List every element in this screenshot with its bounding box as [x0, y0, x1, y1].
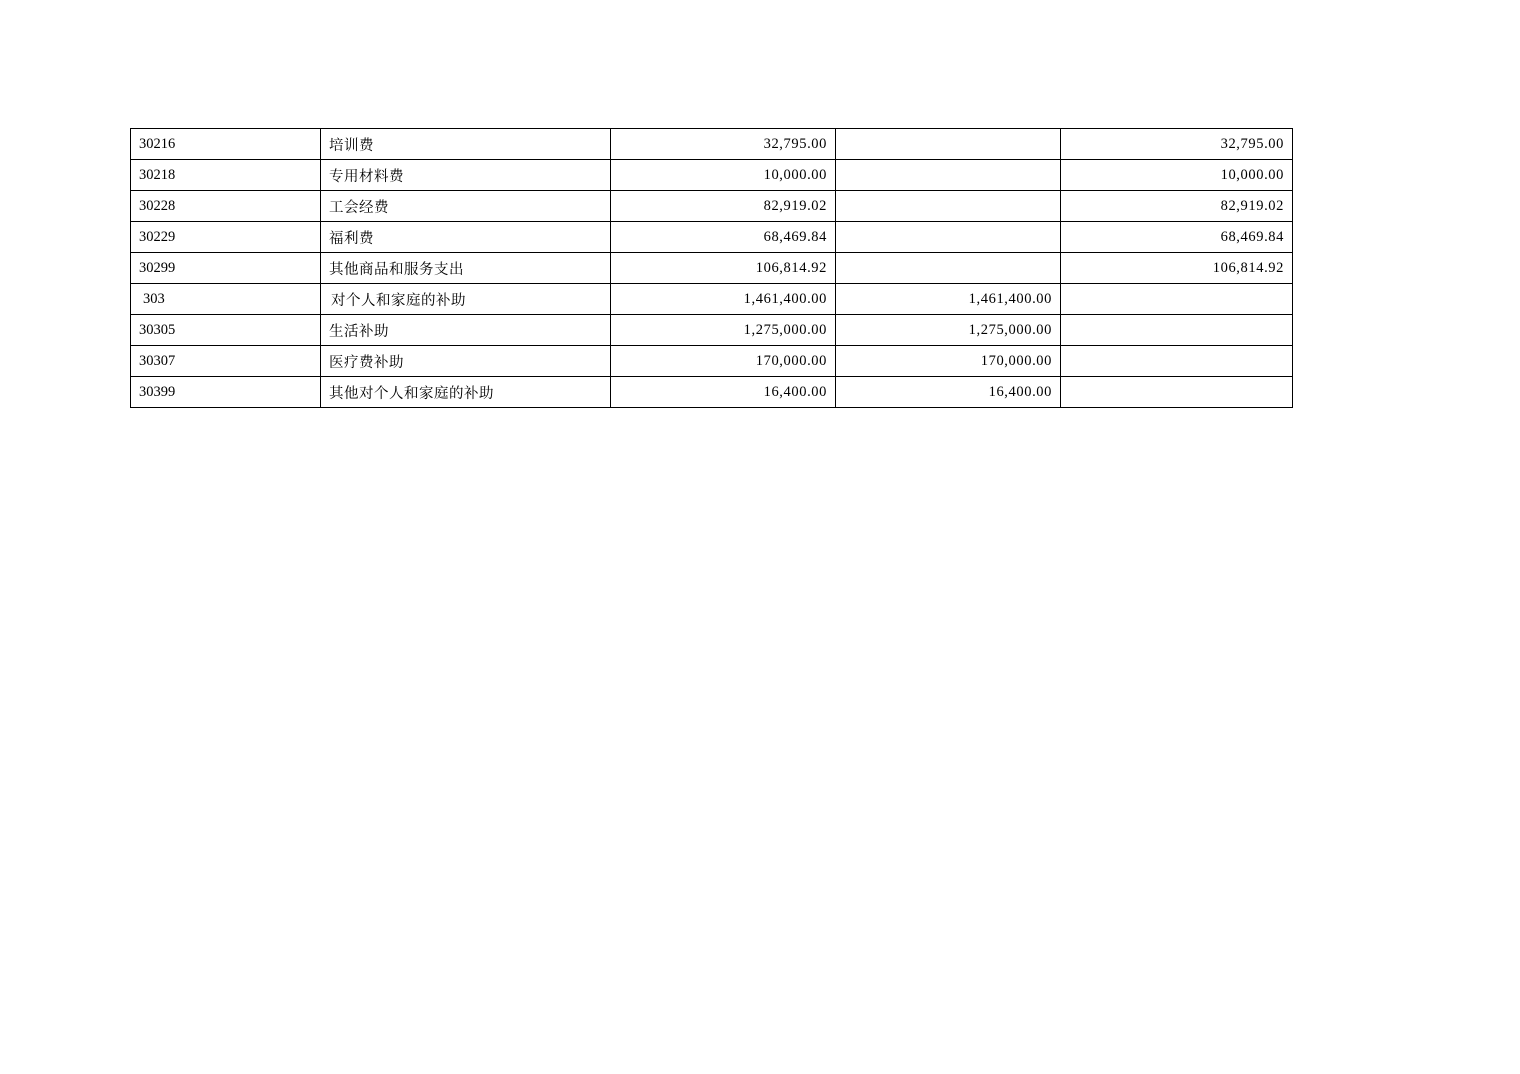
cell-basic	[836, 160, 1061, 191]
cell-basic: 16,400.00	[836, 377, 1061, 408]
budget-table	[130, 128, 1293, 408]
table-row	[131, 377, 1293, 408]
cell-code: 30307	[131, 346, 321, 377]
budget-table-container	[130, 128, 1292, 408]
cell-basic	[836, 222, 1061, 253]
table-row	[131, 129, 1293, 160]
cell-total: 10,000.00	[611, 160, 836, 191]
cell-code: 30299	[131, 253, 321, 284]
cell-basic	[836, 129, 1061, 160]
table-row	[131, 346, 1293, 377]
cell-project	[1061, 346, 1293, 377]
table-row	[131, 222, 1293, 253]
cell-code: 30218	[131, 160, 321, 191]
cell-project	[1061, 377, 1293, 408]
cell-name: 培训费	[321, 129, 611, 160]
cell-name: 生活补助	[321, 315, 611, 346]
cell-total: 170,000.00	[611, 346, 836, 377]
table-row	[131, 284, 1293, 315]
cell-basic	[836, 253, 1061, 284]
cell-basic: 170,000.00	[836, 346, 1061, 377]
table-row	[131, 191, 1293, 222]
cell-basic	[836, 191, 1061, 222]
cell-total: 1,275,000.00	[611, 315, 836, 346]
cell-total: 68,469.84	[611, 222, 836, 253]
cell-project: 32,795.00	[1061, 129, 1293, 160]
cell-project: 106,814.92	[1061, 253, 1293, 284]
cell-name: 工会经费	[321, 191, 611, 222]
cell-name: 医疗费补助	[321, 346, 611, 377]
table-body	[131, 129, 1293, 408]
cell-basic: 1,275,000.00	[836, 315, 1061, 346]
cell-name: 对个人和家庭的补助	[321, 284, 611, 315]
cell-basic: 1,461,400.00	[836, 284, 1061, 315]
table-row	[131, 160, 1293, 191]
cell-code: 30229	[131, 222, 321, 253]
cell-project	[1061, 315, 1293, 346]
cell-name: 福利费	[321, 222, 611, 253]
cell-code: 303	[131, 284, 321, 315]
cell-name: 其他商品和服务支出	[321, 253, 611, 284]
cell-total: 106,814.92	[611, 253, 836, 284]
table-row	[131, 253, 1293, 284]
cell-total: 16,400.00	[611, 377, 836, 408]
cell-code: 30228	[131, 191, 321, 222]
cell-total: 32,795.00	[611, 129, 836, 160]
cell-code: 30305	[131, 315, 321, 346]
cell-project: 82,919.02	[1061, 191, 1293, 222]
cell-project: 68,469.84	[1061, 222, 1293, 253]
cell-total: 82,919.02	[611, 191, 836, 222]
cell-project: 10,000.00	[1061, 160, 1293, 191]
cell-code: 30216	[131, 129, 321, 160]
cell-name: 其他对个人和家庭的补助	[321, 377, 611, 408]
cell-code: 30399	[131, 377, 321, 408]
cell-name: 专用材料费	[321, 160, 611, 191]
table-row	[131, 315, 1293, 346]
cell-project	[1061, 284, 1293, 315]
cell-total: 1,461,400.00	[611, 284, 836, 315]
